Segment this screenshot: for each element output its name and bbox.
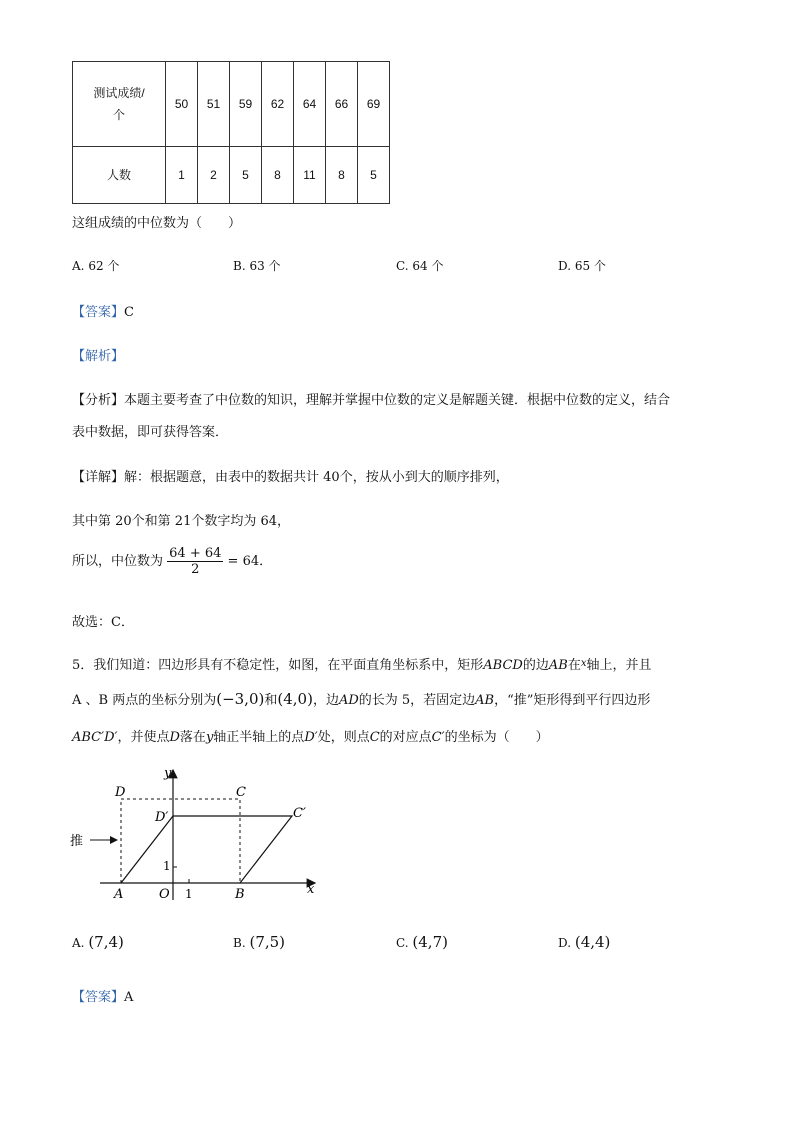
table-cell-count: 11 bbox=[294, 147, 326, 204]
q5-text: 处，则点 bbox=[317, 730, 370, 745]
q5-coord: (−3,0) bbox=[216, 690, 265, 708]
answer-tag: 【答案】 bbox=[72, 305, 125, 320]
option-text: 62 个 bbox=[88, 259, 120, 273]
fraction-numerator: 64 + 64 bbox=[169, 546, 222, 561]
q4-detail-line3 bbox=[72, 546, 272, 577]
label-c: C bbox=[236, 785, 246, 800]
label-y-unit: 1 bbox=[163, 859, 171, 873]
q5-math: x bbox=[580, 658, 587, 669]
option-text: 64 个 bbox=[412, 259, 444, 273]
rectangle-abcd bbox=[121, 799, 240, 883]
option-text: (7,4) bbox=[88, 933, 124, 951]
fraction-denominator: 2 bbox=[191, 562, 200, 577]
q4-analysis-heading bbox=[72, 345, 124, 364]
q5-text: 轴上，并且 bbox=[586, 658, 652, 673]
table-cell-count: 8 bbox=[262, 147, 294, 204]
option-letter: C. bbox=[396, 259, 409, 273]
detail-median-result: = 64． bbox=[227, 554, 273, 569]
analysis-tag: 【解析】 bbox=[72, 349, 125, 364]
q5-stem-line3 bbox=[72, 726, 549, 745]
detail-tag: 【详解】 bbox=[72, 470, 125, 485]
q5-option-a bbox=[72, 933, 124, 951]
q5-text: 轴正半轴上的点 bbox=[213, 730, 305, 745]
answer-value: A bbox=[124, 990, 134, 1005]
q5-text: 和 bbox=[264, 693, 278, 708]
label-d-prime: D′ bbox=[155, 810, 169, 825]
q5-text: ，边 bbox=[312, 693, 339, 708]
table-cell-count: 5 bbox=[358, 147, 390, 204]
label-d: D bbox=[115, 785, 126, 800]
label-a: A bbox=[114, 887, 124, 902]
q5-math: AD bbox=[338, 693, 359, 708]
q5-text: 的边 bbox=[522, 658, 549, 673]
q5-stem-line2 bbox=[72, 689, 650, 708]
coordinate-figure bbox=[60, 760, 330, 910]
option-letter: A. bbox=[72, 259, 85, 273]
option-text: (4,7) bbox=[412, 933, 448, 951]
q4-answer bbox=[72, 301, 134, 320]
q5-math: ABC′D′ bbox=[72, 730, 118, 745]
median-fraction bbox=[167, 546, 223, 577]
q4-option-b bbox=[233, 257, 281, 274]
q5-math: y bbox=[205, 730, 214, 745]
table-cell-count: 8 bbox=[326, 147, 358, 204]
fenxi-tag: 【分析】 bbox=[72, 393, 125, 408]
q5-math: ABCD bbox=[483, 658, 523, 673]
label-c-prime: C′ bbox=[293, 806, 306, 821]
table-cell-score: 51 bbox=[198, 62, 230, 147]
q4-choose: 故选：C． bbox=[72, 615, 134, 630]
q4-stem: 这组成绩的中位数为（ ） bbox=[72, 216, 242, 231]
table-cell-score: 64 bbox=[294, 62, 326, 147]
option-letter: A. bbox=[72, 936, 85, 950]
option-letter: B. bbox=[233, 259, 246, 273]
score-table bbox=[72, 61, 390, 204]
q5-math: AB bbox=[548, 658, 568, 673]
option-text: (4,4) bbox=[574, 933, 611, 951]
q5-option-d bbox=[558, 933, 610, 951]
q5-text: 的长为 5，若固定边 bbox=[358, 693, 476, 708]
table-header-count: 人数 bbox=[73, 147, 166, 204]
q4-fenxi-line1 bbox=[72, 389, 670, 408]
detail-median-prefix: 所以，中位数为 bbox=[72, 554, 164, 569]
q5-coord: (4,0) bbox=[277, 690, 313, 708]
q5-text: 落在 bbox=[179, 730, 206, 745]
q4-detail-line1 bbox=[72, 466, 509, 485]
table-cell-count: 5 bbox=[230, 147, 262, 204]
option-text: 65 个 bbox=[574, 259, 606, 273]
table-header-score: 测试成绩/ 个 bbox=[73, 62, 166, 147]
q4-option-c bbox=[396, 257, 444, 274]
table-cell-score: 50 bbox=[166, 62, 198, 147]
table-cell-score: 66 bbox=[326, 62, 358, 147]
q5-math: D bbox=[169, 730, 180, 745]
q5-option-b bbox=[233, 933, 285, 951]
q5-text: 的坐标为（ ） bbox=[444, 730, 549, 745]
answer-tag: 【答案】 bbox=[72, 990, 125, 1005]
option-letter: C. bbox=[396, 936, 409, 950]
q5-stem-line1 bbox=[72, 654, 651, 673]
label-push: 推 bbox=[70, 834, 84, 849]
option-text: 63 个 bbox=[249, 259, 281, 273]
q5-option-c bbox=[396, 933, 448, 951]
q5-math: C′ bbox=[431, 730, 445, 745]
option-letter: D. bbox=[558, 259, 572, 273]
table-cell-score: 69 bbox=[358, 62, 390, 147]
q5-answer bbox=[72, 986, 133, 1005]
q5-math: C bbox=[369, 730, 380, 745]
detail-text: 解：根据题意，由表中的数据共计 40个，按从小到大的顺序排列， bbox=[124, 470, 509, 485]
q4-fenxi-line2: 表中数据，即可获得答案． bbox=[72, 425, 229, 440]
option-letter: D. bbox=[558, 936, 572, 950]
q4-option-d bbox=[558, 257, 606, 274]
label-y-axis: y bbox=[164, 766, 172, 781]
answer-value: C bbox=[124, 305, 134, 320]
q5-text: A 、B 两点的坐标分别为 bbox=[72, 693, 217, 708]
option-text: (7,5) bbox=[249, 933, 286, 951]
label-b: B bbox=[235, 887, 245, 902]
q5-text: ，“推”矩形得到平行四边形 bbox=[494, 693, 651, 708]
q4-option-a bbox=[72, 257, 119, 274]
q5-math: AB bbox=[475, 693, 495, 708]
q5-text: 5．我们知道：四边形具有不稳定性，如图，在平面直角坐标系中，矩形 bbox=[72, 658, 484, 673]
label-o: O bbox=[159, 887, 170, 902]
q5-text: 在 bbox=[567, 658, 581, 673]
q5-math: D′ bbox=[304, 730, 318, 745]
label-x-unit: 1 bbox=[185, 887, 193, 901]
label-x-axis: x bbox=[307, 882, 315, 897]
q4-detail-line2: 其中第 20个和第 21个数字均为 64， bbox=[72, 514, 291, 529]
table-cell-count: 2 bbox=[198, 147, 230, 204]
q5-text: 的对应点 bbox=[379, 730, 432, 745]
q5-text: ，并使点 bbox=[117, 730, 170, 745]
parallelogram-abcd-prime bbox=[121, 816, 292, 883]
fenxi-text: 本题主要考查了中位数的知识，理解并掌握中位数的定义是解题关键．根据中位数的定义，结合 bbox=[124, 393, 671, 408]
table-cell-score: 59 bbox=[230, 62, 262, 147]
table-cell-count: 1 bbox=[166, 147, 198, 204]
option-letter: B. bbox=[233, 936, 246, 950]
table-cell-score: 62 bbox=[262, 62, 294, 147]
